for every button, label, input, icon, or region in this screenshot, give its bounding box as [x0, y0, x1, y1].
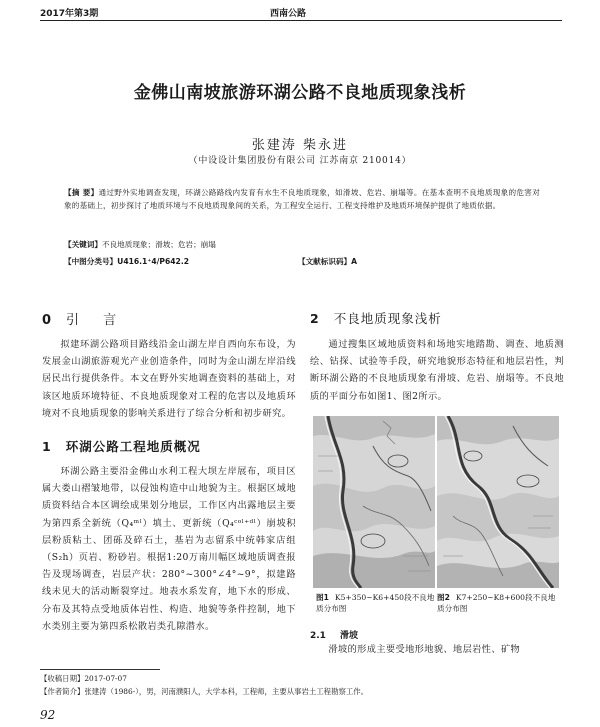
- subsection-2-1-heading: [310, 628, 358, 641]
- abstract-label: 【摘 要】: [64, 188, 99, 197]
- figure-2-caption: [437, 592, 562, 614]
- section-2-title: 不良地质现象浅析: [333, 311, 442, 326]
- abstract: [64, 186, 540, 212]
- footnote-author-bio: 【作者简介】张建涛（1986-），男，河南濮阳人，大学本科，工程师，主要从事岩土工程勘察工作。: [40, 687, 369, 696]
- section-0-heading: [42, 309, 126, 328]
- section-1-paragraph: 环湖公路主要沿金佛山水利工程大坝左岸展布，项目区属大娄山褶皱地带，以侵蚀构造中山地貌为主。根据区域地质资料结合本区调绘成果划分地层，工作区内出露地层主要为第四系全新统（Q₄ᵐˡ）填土、更新统（Q₄ᶜᵒˡ⁺ᵈˡ）崩坡积层粉质粘土、团砾及碎石土，基岩为志留系中统韩家店组（S₂h）页岩、粉砂岩。根据1:20万南川幅区域地质调查报告及现场调查，岩层产状：280°~300°∠4°~9°，拟建路线未见大的活动断裂穿过。地表水系发育，地下水的形成、分布及其特点受地质体岩性、构造、地貌等条件控制，地下水类别主要为第四系松散岩类孔隙潜水。: [42, 466, 296, 632]
- subsection-2-1-title: 滑坡: [339, 631, 358, 641]
- keywords: [64, 239, 540, 250]
- section-2-paragraph: 通过搜集区域地质资料和场地实地踏勘、调查、地质测绘、钻探、试验等手段，研究地貌形态特征和地层岩性，判断环湖公路的不良地质现象有滑坡、危岩、崩塌等。不良地质的平面分布如图1、图2所示。: [310, 339, 564, 402]
- figure-maps: [313, 416, 559, 588]
- figure-1-caption-text: K5+350~K6+450段不良地质分布图: [316, 593, 435, 613]
- geology-map-image: [313, 416, 559, 588]
- figure-1-number: 图1: [316, 593, 329, 602]
- section-0-number: 0: [42, 313, 53, 328]
- header-journal: 西南公路: [270, 9, 307, 19]
- figure-2-map: [437, 416, 559, 588]
- authors: 张建涛 柴永进: [251, 138, 349, 153]
- page-number: 92: [40, 708, 56, 722]
- section-0-title: 引 言: [66, 313, 127, 328]
- section-2-heading: [310, 309, 442, 327]
- affiliation: （中设设计集团股份有限公司 江苏南京 210014）: [188, 156, 412, 166]
- abstract-text: 通过野外实地调查发现，环湖公路路线内发育有水生不良地质现象，如滑坡、危岩、崩塌等。在基本查明不良地质现象的危害对象的基础上，初步探讨了地质环境与不良地质现象间的关系，为工程安全运行、工程支持维护及地质环境保护提供了地质依据。: [64, 188, 540, 210]
- subsection-2-1-number: 2.1: [310, 631, 326, 641]
- section-0-paragraph: 拟建环湖公路项目路线沿金山湖左岸自西向东布设，为发展金山湖旅游观光产业创造条件，同时为金山湖左岸沿线居民出行提供条件。本文在野外实地调查资料的基础上，对该区地质环境特征、不良地质现象对工程的危害以及地质环境对不良地质现象的影响关系进行了综合分析和初步研究。: [42, 339, 296, 419]
- article-title: 金佛山南坡旅游环湖公路不良地质现象浅析: [133, 83, 467, 103]
- subsection-2-1-paragraph: 滑坡的形成主要受地形地貌、地层岩性、矿物: [328, 644, 521, 655]
- footnote-received-date: 【收稿日期】2017-07-07: [40, 674, 127, 683]
- section-1-title: 环湖公路工程地质概况: [65, 439, 201, 454]
- document-code: 【文献标识码】A: [298, 257, 358, 266]
- figure-2-caption-text: K7+250~K8+600段不良地质分布图: [437, 593, 556, 613]
- classification-number: 【中图分类号】U416.1⁺4/P642.2: [64, 257, 189, 266]
- section-1-heading: [42, 437, 201, 455]
- section-1-number: 1: [42, 439, 52, 454]
- keywords-label: 【关键词】: [64, 240, 102, 249]
- figure-1-map: [313, 416, 435, 588]
- keywords-text: 不良地质现象；滑坡；危岩；崩塌: [101, 240, 216, 249]
- figure-2-number: 图2: [437, 593, 450, 602]
- figure-1-caption: [316, 592, 436, 614]
- footnote-rule: [40, 669, 160, 670]
- header-issue: 2017年第3期: [40, 9, 99, 19]
- header-rule: [40, 20, 562, 21]
- section-2-number: 2: [310, 311, 320, 326]
